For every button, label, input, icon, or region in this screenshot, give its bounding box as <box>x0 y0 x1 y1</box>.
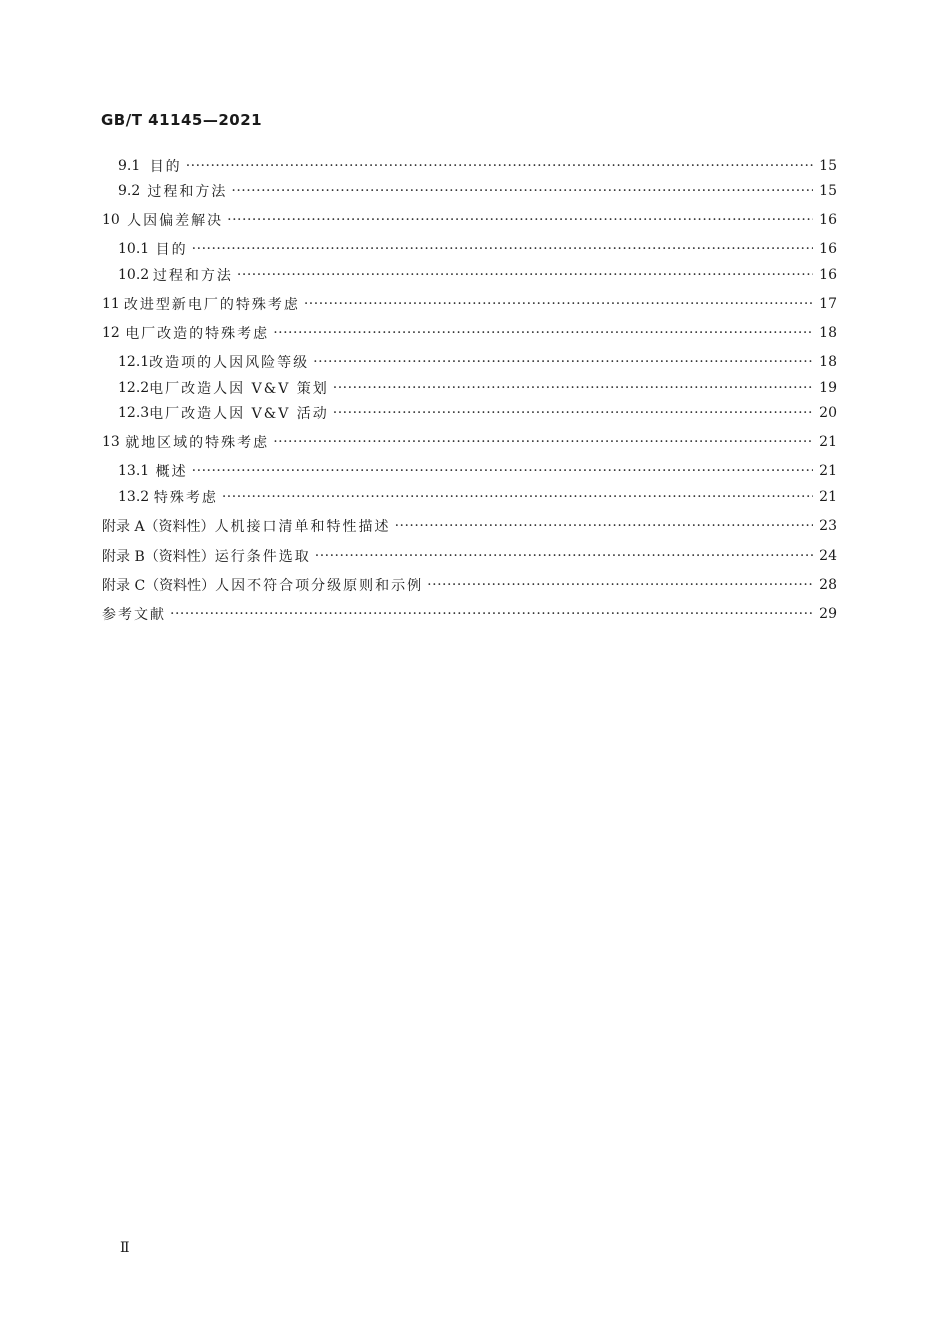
toc-entry-title: 电厂改造人因 V&V 活动 <box>149 406 329 422</box>
toc-entry-10-2[interactable] <box>118 265 837 285</box>
toc-leader-dots <box>237 265 813 285</box>
toc-entry-bibliography[interactable] <box>102 604 837 624</box>
toc-entry-page: 28 <box>819 577 837 593</box>
toc-entry-page: 23 <box>819 518 837 534</box>
toc-entry-9-2[interactable] <box>118 181 837 201</box>
toc-entry-10[interactable] <box>102 210 837 230</box>
toc-entry-page: 21 <box>819 489 837 505</box>
toc-entry-title: 目的 <box>149 159 182 175</box>
toc-leader-dots <box>273 323 813 343</box>
toc-leader-dots <box>192 461 814 481</box>
toc-entry-page: 21 <box>819 463 837 479</box>
toc-entry-number: 10.1 <box>118 241 150 257</box>
toc-leader-dots <box>231 181 813 201</box>
toc-entry-12-3[interactable] <box>118 403 837 423</box>
toc-leader-dots <box>333 403 813 423</box>
toc-leader-dots <box>227 210 813 230</box>
toc-entry-13-2[interactable] <box>118 487 837 507</box>
toc-entry-page: 20 <box>819 405 837 421</box>
toc-entry-12-1[interactable] <box>118 352 837 372</box>
toc-entry-title: 人机接口清单和特性描述 <box>214 519 391 535</box>
toc-entry-page: 29 <box>819 606 837 622</box>
toc-entry-9-1[interactable] <box>118 156 837 176</box>
toc-leader-dots <box>313 352 813 372</box>
document-code: GB/T 41145—2021 <box>101 111 263 129</box>
toc-entry-number: 10 <box>102 212 120 228</box>
toc-entry-title: 运行条件选取 <box>214 549 311 565</box>
toc-entry-12-2[interactable] <box>118 378 837 398</box>
toc-leader-dots <box>315 546 813 566</box>
toc-entry-page: 17 <box>819 296 837 312</box>
toc-entry-number: 9.2 <box>118 183 141 199</box>
toc-entry-number: 12.2 <box>118 380 150 396</box>
toc-leader-dots <box>170 604 813 624</box>
toc-entry-number: 12.3 <box>118 405 150 421</box>
toc-entry-title: 电厂改造的特殊考虑 <box>125 326 270 342</box>
toc-entry-page: 18 <box>819 354 837 370</box>
toc-entry-title: 人因偏差解决 <box>127 213 224 229</box>
toc-entry-title: 参考文献 <box>102 607 166 623</box>
toc-entry-11[interactable] <box>102 294 837 314</box>
toc-entry-page: 18 <box>819 325 837 341</box>
toc-entry-page: 21 <box>819 434 837 450</box>
toc-entry-number: 13.2 <box>118 489 150 505</box>
toc-entry-title: 概述 <box>155 464 188 480</box>
toc-entry-title: 电厂改造人因 V&V 策划 <box>149 381 329 397</box>
toc-entry-13-1[interactable] <box>118 461 837 481</box>
toc-entry-number: 11 <box>102 296 120 312</box>
toc-entry-title: 目的 <box>155 242 188 258</box>
toc-entry-number: 12 <box>102 325 120 341</box>
toc-entry-number: 13.1 <box>118 463 150 479</box>
page-number: Ⅱ <box>120 1240 130 1256</box>
toc-entry-title: 改进型新电厂的特殊考虑 <box>123 297 300 313</box>
toc-entry-page: 15 <box>819 183 837 199</box>
toc-entry-number: 附录 A（资料性） <box>102 519 215 535</box>
toc-leader-dots <box>186 156 813 176</box>
toc-entry-12[interactable] <box>102 323 837 343</box>
toc-entry-number: 13 <box>102 434 120 450</box>
toc-leader-dots <box>333 378 813 398</box>
toc-leader-dots <box>192 239 814 259</box>
toc-entry-page: 16 <box>819 212 837 228</box>
toc-entry-title: 改造项的人因风险等级 <box>149 355 310 371</box>
toc-leader-dots <box>395 516 814 536</box>
toc-entry-annex-b[interactable] <box>102 546 837 566</box>
toc-entry-number: 附录 B（资料性） <box>102 549 215 565</box>
toc-entry-title: 特殊考虑 <box>153 490 218 506</box>
toc-entry-13[interactable] <box>102 432 837 452</box>
toc-leader-dots <box>222 487 813 507</box>
toc-entry-page: 15 <box>819 158 837 174</box>
toc-entry-number: 9.1 <box>118 158 141 174</box>
toc-entry-title: 就地区域的特殊考虑 <box>125 435 270 451</box>
toc-leader-dots <box>304 294 813 314</box>
toc-entry-page: 24 <box>819 548 837 564</box>
toc-entry-page: 16 <box>819 241 837 257</box>
toc-entry-title: 过程和方法 <box>152 268 233 284</box>
toc-entry-title: 人因不符合项分级原则和示例 <box>215 578 424 594</box>
toc-entry-10-1[interactable] <box>118 239 837 259</box>
toc-entry-number: 10.2 <box>118 267 150 283</box>
toc-entry-number: 附录 C（资料性） <box>102 578 216 594</box>
toc-leader-dots <box>273 432 813 452</box>
toc-entry-annex-c[interactable] <box>102 575 837 595</box>
toc-entry-page: 19 <box>819 380 837 396</box>
toc-entry-title: 过程和方法 <box>147 184 228 200</box>
toc-entry-number: 12.1 <box>118 354 150 370</box>
toc-leader-dots <box>427 575 813 595</box>
toc-entry-page: 16 <box>819 267 837 283</box>
toc-entry-annex-a[interactable] <box>102 516 837 536</box>
